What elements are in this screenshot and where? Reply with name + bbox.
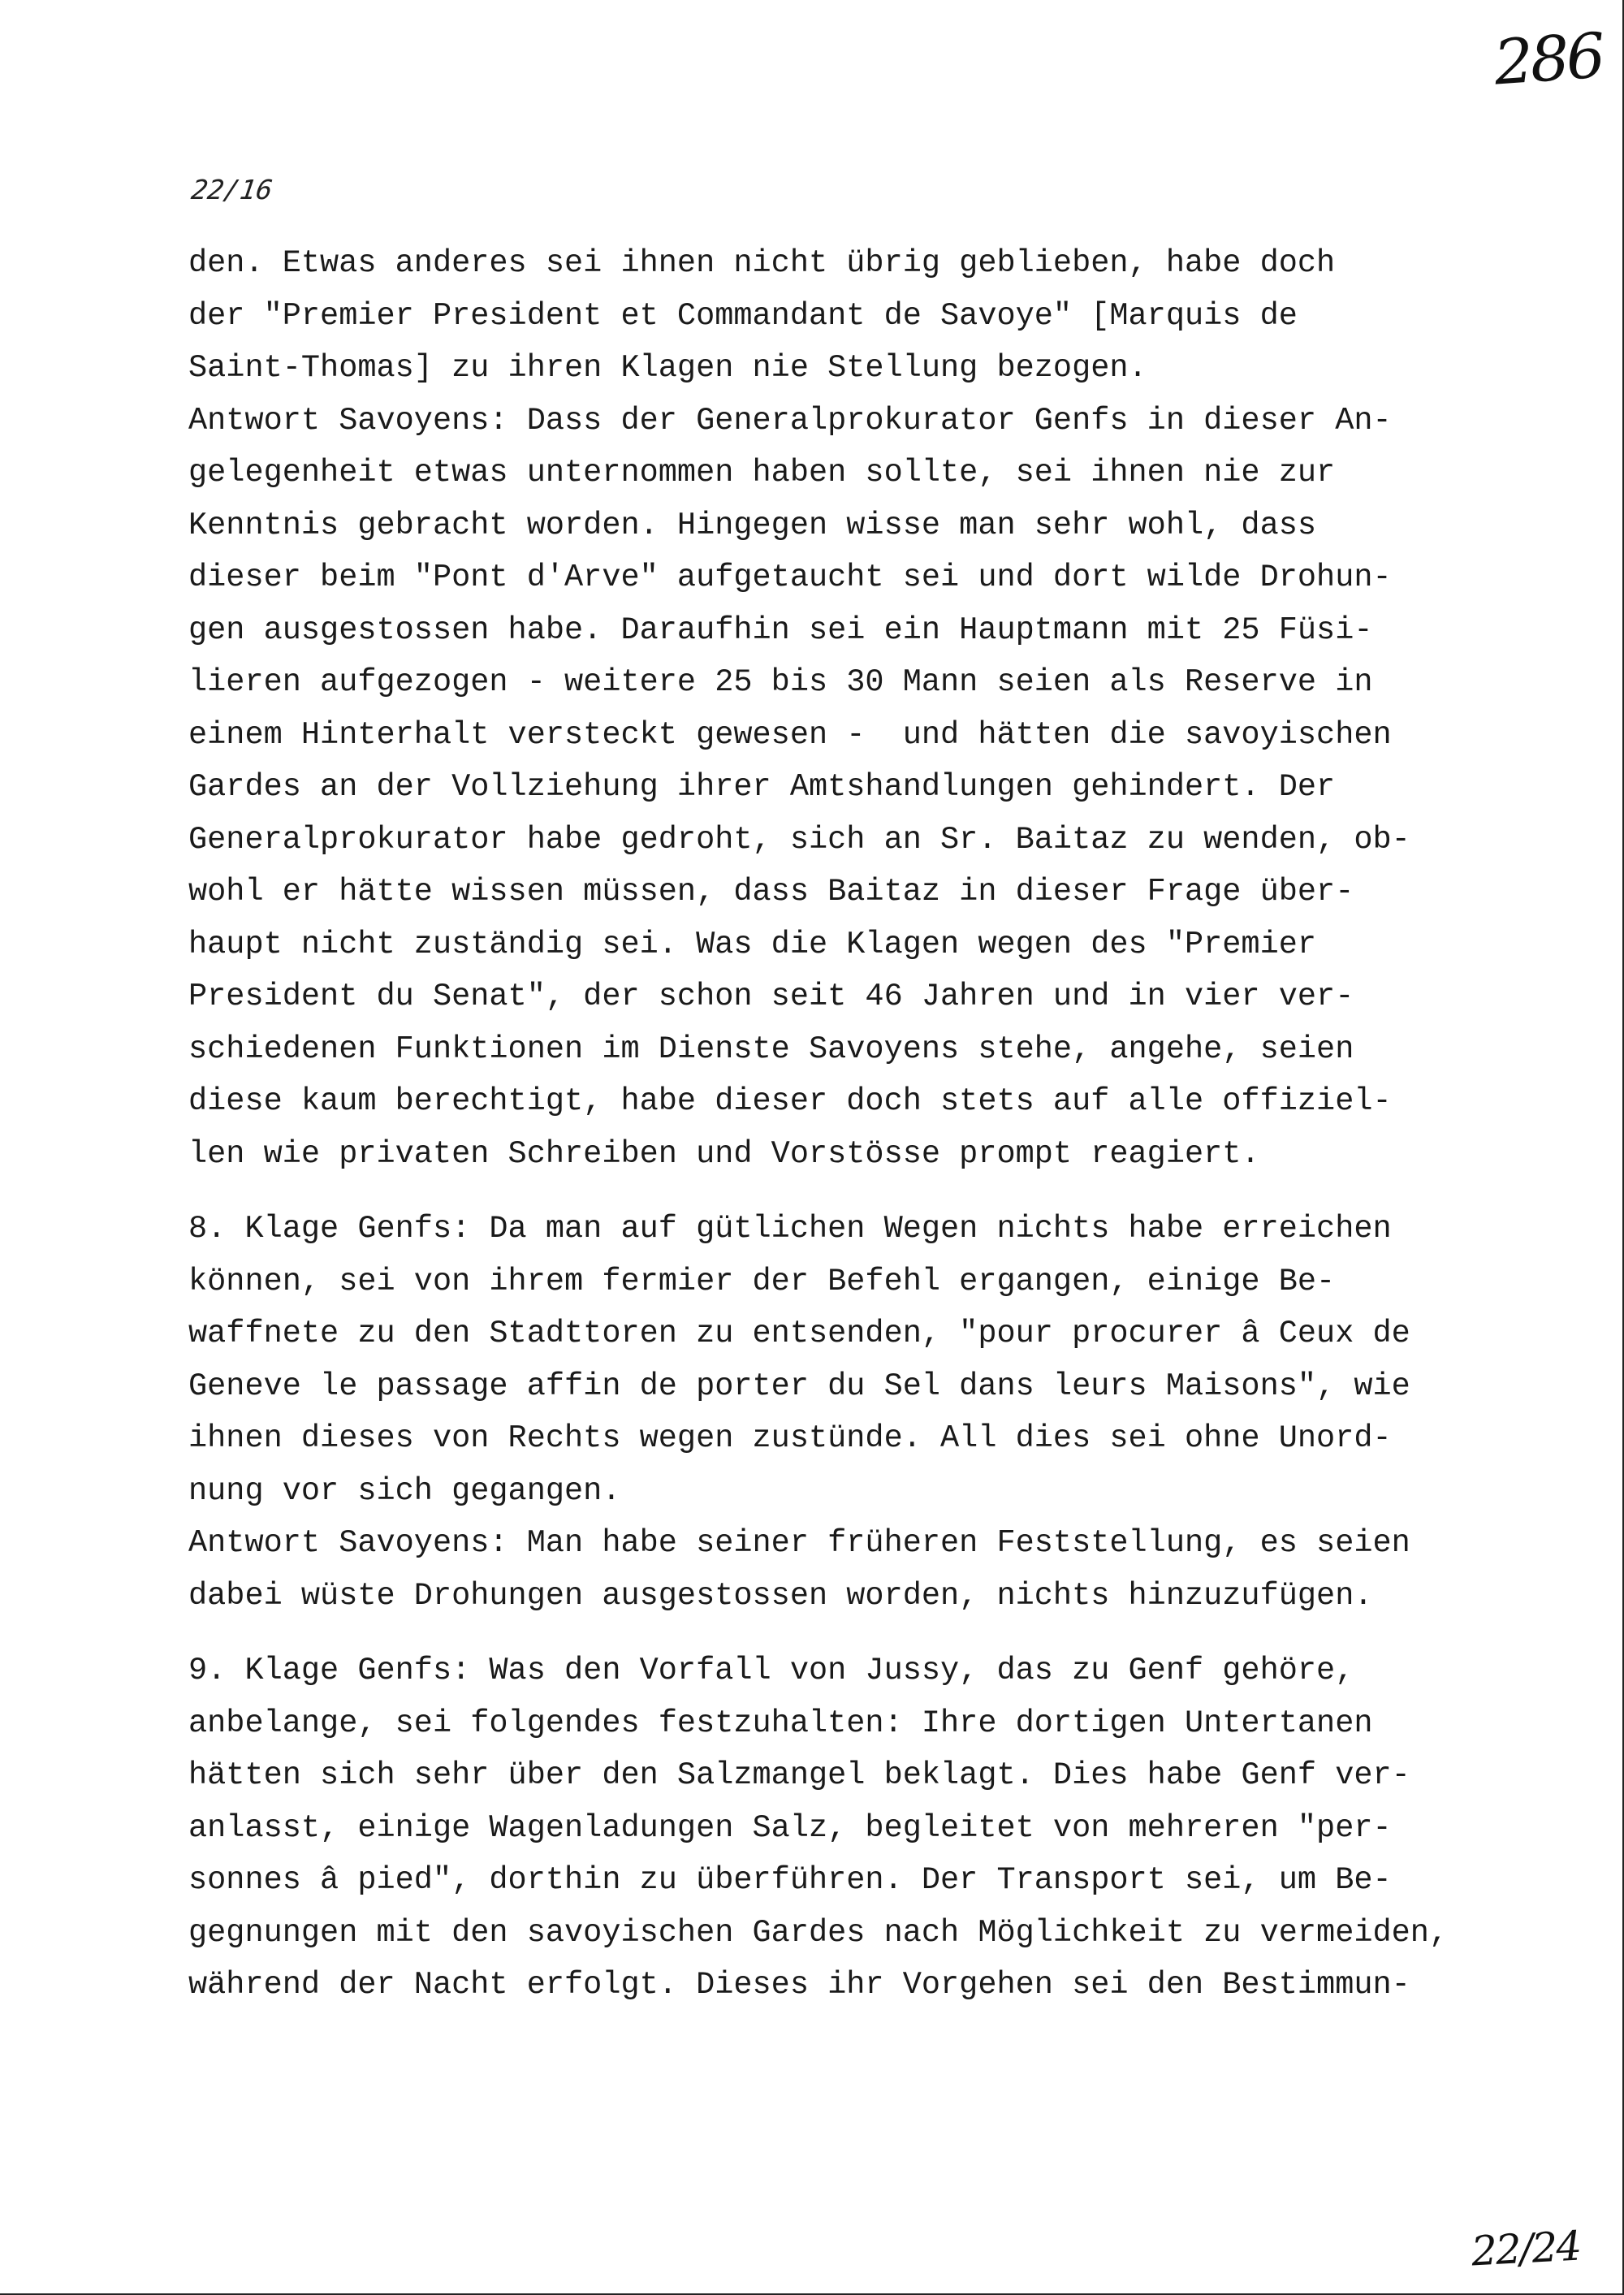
text-line: Saint-Thomas] zu ihren Klagen nie Stellung bezogen. — [188, 350, 1147, 386]
text-line: können, sei von ihrem fermier der Befehl ergangen, einige Be- — [188, 1263, 1336, 1299]
text-line: diese kaum berechtigt, habe dieser doch stets auf alle offiziel- — [188, 1083, 1392, 1119]
text-line: gelegenheit etwas unternommen haben sollte, sei ihnen nie zur — [188, 455, 1336, 491]
text-line: sonnes â pied", dorthin zu überführen. Der Transport sei, um Be- — [188, 1862, 1392, 1898]
text-line: lieren aufgezogen - weitere 25 bis 30 Mann seien als Reserve in — [188, 664, 1373, 700]
text-line: dabei wüste Drohungen ausgestossen worden, nichts hinzuzufügen. — [188, 1577, 1373, 1614]
text-line: der "Premier President et Commandant de Savoye" [Marquis de — [188, 297, 1298, 334]
text-line: während der Nacht erfolgt. Dieses ihr Vorgehen sei den Bestimmun- — [188, 1967, 1410, 2003]
text-line: 9. Klage Genfs: Was den Vorfall von Jussy, das zu Genf gehöre, — [188, 1653, 1354, 1688]
text-line: Gardes an der Vollziehung ihrer Amtshandlungen gehindert. Der — [188, 769, 1336, 805]
paragraph-gap — [188, 1622, 1520, 1645]
text-line: ihnen dieses von Rechts wegen zustünde. All dies sei ohne Unord- — [188, 1420, 1392, 1456]
text-line: President du Senat", der schon seit 46 Jahren und in vier ver- — [188, 979, 1354, 1014]
paragraph-list — [188, 237, 1520, 2012]
handwritten-page-number: 286 — [1492, 19, 1605, 99]
text-line: waffnete zu den Stadttoren zu entsenden, "pour procurer â Ceux de — [188, 1316, 1410, 1351]
body-text — [188, 237, 1520, 2012]
text-line: gen ausgestossen habe. Daraufhin sei ein Hauptmann mit 25 Füsi- — [188, 612, 1373, 648]
text-line: Antwort Savoyens: Man habe seiner früheren Feststellung, es seien — [188, 1525, 1410, 1561]
text-line: gegnungen mit den savoyischen Gardes nach Möglichkeit zu vermeiden, — [188, 1914, 1449, 1951]
text-line: schiedenen Funktionen im Dienste Savoyens stehe, angehe, seien — [188, 1031, 1354, 1067]
text-line: anbelange, sei folgendes festzuhalten: Ihre dortigen Untertanen — [188, 1705, 1373, 1741]
handwritten-archive-number: 22/24 — [1470, 2222, 1582, 2276]
text-line: einem Hinterhalt versteckt gewesen - und hätten die savoyischen — [188, 716, 1392, 753]
paragraph — [188, 237, 1520, 1180]
text-line: Generalprokurator habe gedroht, sich an Sr. Baitaz zu wenden, ob- — [188, 821, 1410, 858]
text-line: wohl er hätte wissen müssen, dass Baitaz in dieser Frage über- — [188, 874, 1354, 910]
text-line: den. Etwas anderes sei ihnen nicht übrig geblieben, habe doch — [188, 245, 1336, 281]
text-line: hätten sich sehr über den Salzmangel beklagt. Dies habe Genf ver- — [188, 1757, 1410, 1793]
text-line: 8. Klage Genfs: Da man auf gütlichen Wegen nichts habe erreichen — [188, 1211, 1392, 1247]
text-line: anlasst, einige Wagenladungen Salz, begleitet von mehreren "per- — [188, 1809, 1392, 1846]
paragraph-gap — [188, 1180, 1520, 1203]
text-line: dieser beim "Pont d'Arve" aufgetaucht sei und dort wilde Drohun- — [188, 560, 1392, 595]
paragraph — [188, 1645, 1520, 2012]
text-line: nung vor sich gegangen. — [188, 1472, 621, 1509]
paragraph — [188, 1203, 1520, 1622]
text-line: Antwort Savoyens: Dass der Generalprokurator Genfs in dieser An- — [188, 402, 1392, 439]
text-line: len wie privaten Schreiben und Vorstösse prompt reagiert. — [188, 1135, 1260, 1172]
text-line: haupt nicht zuständig sei. Was die Klagen wegen des "Premier — [188, 926, 1317, 962]
text-line: Geneve le passage affin de porter du Sel dans leurs Maisons", wie — [188, 1368, 1410, 1404]
document-reference: 22/16 — [189, 174, 275, 205]
text-line: Kenntnis gebracht worden. Hingegen wisse man sehr wohl, dass — [188, 507, 1317, 543]
